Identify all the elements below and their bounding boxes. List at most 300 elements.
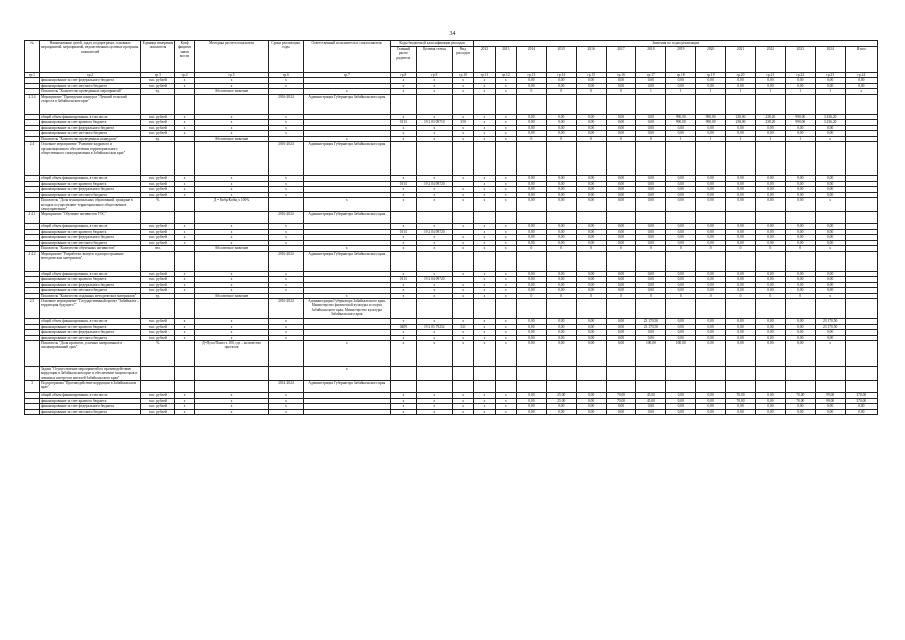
row-value: 0,00	[576, 324, 606, 330]
row-value: 0,00	[636, 282, 666, 288]
row-value	[636, 381, 666, 393]
row-value: 1	[636, 89, 666, 95]
row-value: 1	[755, 136, 785, 142]
row-kbk-type: х	[452, 319, 473, 325]
row-value: 0,00	[606, 224, 636, 230]
row-method: х	[194, 235, 269, 241]
row-value: 0,00	[546, 229, 576, 235]
row-value: 0,00	[785, 409, 815, 415]
row-unit: тыс. рублей	[141, 277, 175, 283]
row-coef: х	[175, 330, 194, 336]
row-unit: тыс. рублей	[141, 83, 175, 89]
row-kbk-grbs: х	[391, 192, 417, 198]
row-value: 0,00	[636, 409, 666, 415]
row-value: 0,00	[815, 282, 845, 288]
row-value: 0,00	[666, 229, 696, 235]
row-kbk-target: х	[416, 198, 452, 212]
row-value: 0,00	[755, 404, 785, 410]
row-value: 0,00	[636, 277, 666, 283]
row-kbk-type: х	[452, 131, 473, 137]
row-kbk-grbs	[391, 142, 417, 176]
row-value	[546, 94, 576, 114]
row-value: 0,00	[666, 330, 696, 336]
row-value: 45,00	[636, 393, 666, 399]
row-name: финансирование за счет краевого бюджета	[39, 229, 140, 235]
row-coef: х	[175, 288, 194, 294]
row-period: х	[269, 398, 303, 404]
row-value: 0,00	[666, 277, 696, 283]
row-value: 0	[606, 136, 636, 142]
row-kbk-grbs	[391, 212, 417, 224]
row-value: 0,00	[755, 125, 785, 131]
row-value: 0,00	[636, 114, 666, 120]
row-name: финансирование за счет федерального бюджета	[39, 330, 140, 336]
row-kbk-grbs: х	[391, 240, 417, 246]
row-value: х	[474, 282, 495, 288]
row-value: 0,00	[516, 198, 546, 212]
row-kbk-target: х	[416, 398, 452, 404]
column-number: гр.22	[785, 73, 815, 78]
row-value: 0,00	[666, 393, 696, 399]
row-method: Абсолютное значение	[194, 89, 269, 95]
row-value: 0,00	[666, 181, 696, 187]
row-value: 0,00	[516, 240, 546, 246]
row-value	[636, 299, 666, 319]
row-kbk-target: х	[416, 393, 452, 399]
row-kbk-type	[452, 381, 473, 393]
row-value: 0,00	[815, 277, 845, 283]
row-number: 3	[25, 381, 40, 393]
row-value: 0,00	[696, 224, 726, 230]
header-no: №	[25, 41, 40, 73]
row-kbk-grbs: х	[391, 288, 417, 294]
row-value: 0,00	[815, 192, 845, 198]
row-name: финансирование за счет федерального бюджета	[39, 187, 140, 193]
row-value: 0,00	[755, 409, 785, 415]
row-name: финансирование за счет местного бюджета	[39, 240, 140, 246]
row-name: Задача "Осуществление мероприятий по противодействию коррупции в Забайкальском крае и обеспечение защиты прав и законных интересов жителей Забайкальского края"	[39, 367, 140, 381]
row-name: Показатель "Количество проведенных мероприятий"	[39, 89, 140, 95]
row-value: 0,00	[606, 78, 636, 84]
row-unit: тыс. рублей	[141, 114, 175, 120]
row-kbk-target: 19 2 04 09720	[416, 229, 452, 235]
row-kbk-grbs	[391, 367, 417, 381]
row-period: х	[269, 277, 303, 283]
row-unit: тыс. рублей	[141, 282, 175, 288]
row-value	[474, 212, 495, 224]
row-value: 0,00	[576, 131, 606, 137]
row-value: х	[495, 114, 516, 120]
row-method	[194, 212, 269, 224]
row-number: 2.4.1	[25, 212, 40, 224]
row-value: 0,00	[726, 83, 756, 89]
row-responsible: х	[303, 198, 391, 212]
row-value: х	[495, 198, 516, 212]
row-value: 0,00	[755, 319, 785, 325]
row-kbk-type: х	[452, 335, 473, 341]
row-period: х	[269, 319, 303, 325]
row-coef	[175, 299, 194, 319]
row-value	[845, 142, 877, 176]
row-value	[755, 367, 785, 381]
row-unit: тыс. рублей	[141, 393, 175, 399]
row-responsible: х	[303, 89, 391, 95]
row-kbk-target: х	[416, 341, 452, 367]
row-unit: ед.	[141, 136, 175, 142]
row-value: х	[495, 271, 516, 277]
row-value: х	[495, 393, 516, 399]
row-value: 0,00	[755, 330, 785, 336]
row-value: 0,00	[666, 198, 696, 212]
row-kbk-target: х	[416, 176, 452, 182]
row-value: 0,00	[726, 404, 756, 410]
row-value: 0,00	[516, 187, 546, 193]
row-method: х	[194, 181, 269, 187]
row-value: 0,00	[516, 131, 546, 137]
row-value: 0,00	[755, 78, 785, 84]
row-value: 238,20	[755, 114, 785, 120]
row-value: 0,00	[666, 78, 696, 84]
row-value	[516, 142, 546, 176]
row-value: 0,00	[516, 114, 546, 120]
row-value: 0,00	[785, 192, 815, 198]
header-period: Сроки реализации, годы	[269, 41, 303, 73]
row-value: 0	[546, 246, 576, 252]
row-method: х	[194, 131, 269, 137]
column-number: гр.5	[194, 73, 269, 78]
row-kbk-target	[416, 142, 452, 176]
column-number: гр.1	[25, 73, 40, 78]
row-name: финансирование за счет краевого бюджета	[39, 120, 140, 126]
row-value: 0,00	[755, 398, 785, 404]
row-kbk-target: 19 2 05 79252	[416, 324, 452, 330]
row-responsible: Администрация Губернатора Забайкальского края	[303, 381, 391, 393]
row-value: 0,00	[755, 288, 785, 294]
row-value: 0,00	[696, 240, 726, 246]
header-year: 2015	[546, 47, 576, 73]
row-value: 0	[606, 293, 636, 299]
row-name: Показатель "Доля муниципальных образований, граждане в которых осуществляют территориальное общественное самоуправление"	[39, 198, 140, 212]
row-method	[194, 367, 269, 381]
row-unit: %	[141, 341, 175, 367]
row-value	[696, 299, 726, 319]
row-kbk-type: х	[452, 224, 473, 230]
row-name: общий объем финансирования, в том числе	[39, 393, 140, 399]
row-value: 0,00	[606, 319, 636, 325]
row-value: 0,00	[785, 224, 815, 230]
row-value	[815, 367, 845, 381]
row-kbk-grbs: х	[391, 176, 417, 182]
row-name: финансирование за счет краевого бюджета	[39, 277, 140, 283]
row-number	[25, 409, 40, 415]
row-name: Показатель "Количество изданных методических материалов"	[39, 293, 140, 299]
row-value: 70,00	[726, 398, 756, 404]
row-kbk-grbs: х	[391, 398, 417, 404]
row-value: 0,00	[516, 271, 546, 277]
row-coef	[175, 381, 194, 393]
row-value: 0,00	[666, 335, 696, 341]
column-number: гр.11	[474, 73, 495, 78]
row-name: финансирование за счет местного бюджета	[39, 409, 140, 415]
row-kbk-grbs: 0113	[391, 277, 417, 283]
row-value	[474, 299, 495, 319]
row-value: 0,00	[785, 83, 815, 89]
row-value: 0,00	[576, 335, 606, 341]
row-value: х	[815, 198, 845, 212]
row-value: 0,00	[516, 282, 546, 288]
row-value: х	[495, 341, 516, 367]
row-value: х	[815, 341, 845, 367]
row-value: 0,00	[576, 78, 606, 84]
row-value: 0,00	[606, 288, 636, 294]
row-kbk-target: х	[416, 335, 452, 341]
row-period: х	[269, 187, 303, 193]
row-value: 0,00	[576, 277, 606, 283]
row-kbk-grbs: х	[391, 114, 417, 120]
row-value: 0,00	[726, 235, 756, 241]
row-value: х	[495, 192, 516, 198]
row-value: 0,00	[755, 187, 785, 193]
row-name: финансирование за счет краевого бюджета	[39, 324, 140, 330]
row-value: х	[495, 224, 516, 230]
row-value: 0	[726, 246, 756, 252]
row-value	[785, 142, 815, 176]
row-value	[606, 142, 636, 176]
table-row	[25, 367, 878, 381]
row-value: 0,00	[606, 181, 636, 187]
row-unit: тыс. рублей	[141, 176, 175, 182]
row-value: 0,00	[516, 393, 546, 399]
row-value: 0,00	[606, 131, 636, 137]
row-kbk-type: х	[452, 78, 473, 84]
row-value	[696, 94, 726, 114]
row-value: 0,00	[696, 277, 726, 283]
row-value: 0,00	[666, 282, 696, 288]
row-kbk-type: х	[452, 89, 473, 95]
row-period: х	[269, 125, 303, 131]
row-value: 1	[785, 136, 815, 142]
row-value: 0,00	[516, 78, 546, 84]
row-coef: х	[175, 319, 194, 325]
row-value	[546, 142, 576, 176]
row-value: 0,00	[516, 235, 546, 241]
row-value: 0,00	[815, 288, 845, 294]
row-coef: х	[175, 398, 194, 404]
row-value: х	[474, 224, 495, 230]
row-value	[845, 94, 877, 114]
row-value: 0,00	[785, 131, 815, 137]
row-coef: х	[175, 125, 194, 131]
row-name: Основное мероприятие "Развитие кадрового и организационного обеспечения территориального общественного самоуправления в Забайкальском крае"	[39, 142, 140, 176]
row-value: 0,00	[516, 335, 546, 341]
row-value: 0,00	[666, 319, 696, 325]
row-value: х	[474, 246, 495, 252]
row-value	[576, 367, 606, 381]
header-year: 2018	[636, 47, 666, 73]
column-number: гр.16	[606, 73, 636, 78]
row-value: 100,00	[666, 341, 696, 367]
row-value: 0,00	[576, 125, 606, 131]
row-method: х	[194, 277, 269, 283]
row-value: 0,00	[726, 78, 756, 84]
row-value	[516, 381, 546, 393]
row-kbk-target: х	[416, 240, 452, 246]
row-value: 0,00	[666, 131, 696, 137]
row-value: 0,00	[576, 404, 606, 410]
row-value: 0,00	[546, 114, 576, 120]
row-value: 0,00	[815, 404, 845, 410]
header-year: 2024	[815, 47, 845, 73]
row-unit: тыс. рублей	[141, 131, 175, 137]
row-value	[696, 251, 726, 271]
row-value	[785, 212, 815, 224]
row-value: 0,00	[636, 187, 666, 193]
row-period: х	[269, 192, 303, 198]
row-value: 0,00	[726, 288, 756, 294]
table-row	[25, 409, 878, 415]
row-value: х	[495, 335, 516, 341]
table-row	[25, 251, 878, 271]
row-value: х	[495, 131, 516, 137]
row-value: х	[495, 288, 516, 294]
row-unit: тыс. рублей	[141, 288, 175, 294]
row-value	[495, 367, 516, 381]
row-value	[815, 142, 845, 176]
row-value: 3 436,20	[815, 114, 845, 120]
row-value: 0,00	[606, 341, 636, 367]
row-value: 0,00	[755, 324, 785, 330]
row-value: х	[495, 83, 516, 89]
row-value: 0,00	[516, 176, 546, 182]
column-number: гр.14	[546, 73, 576, 78]
row-value: х	[815, 136, 845, 142]
row-kbk-grbs: х	[391, 125, 417, 131]
row-kbk-type: х	[452, 83, 473, 89]
row-value: 0,00	[755, 224, 785, 230]
row-unit: ед.	[141, 293, 175, 299]
row-kbk-target	[416, 381, 452, 393]
row-value: 0,00	[636, 125, 666, 131]
row-value: 0	[516, 246, 546, 252]
row-value: 0,00	[785, 335, 815, 341]
row-value	[696, 381, 726, 393]
row-value: 0,00	[696, 176, 726, 182]
row-value	[666, 381, 696, 393]
row-value: 0	[636, 136, 666, 142]
row-name: финансирование за счет федерального бюджета	[39, 235, 140, 241]
row-kbk-target: х	[416, 246, 452, 252]
row-value: 0,00	[576, 187, 606, 193]
row-kbk-grbs: х	[391, 131, 417, 137]
row-value: 0	[636, 246, 666, 252]
row-value: х	[474, 198, 495, 212]
row-value	[474, 94, 495, 114]
row-value: х	[495, 324, 516, 330]
row-value	[815, 381, 845, 393]
row-value	[666, 142, 696, 176]
row-coef: х	[175, 187, 194, 193]
row-period: х	[269, 120, 303, 126]
row-value	[726, 381, 756, 393]
row-value: 0,00	[576, 288, 606, 294]
row-value	[546, 212, 576, 224]
row-value: 0,00	[636, 120, 666, 126]
row-kbk-target: х	[416, 319, 452, 325]
row-value: 0,00	[785, 404, 815, 410]
row-value	[726, 299, 756, 319]
row-value	[845, 341, 877, 367]
row-value	[726, 251, 756, 271]
row-value: 0,00	[606, 335, 636, 341]
row-value: 0	[516, 136, 546, 142]
row-coef: х	[175, 192, 194, 198]
row-value: х	[495, 181, 516, 187]
row-value: 0,00	[666, 192, 696, 198]
row-value: х	[474, 131, 495, 137]
row-name: финансирование за счет федерального бюджета	[39, 125, 140, 131]
row-kbk-target	[416, 251, 452, 271]
row-value	[546, 251, 576, 271]
row-kbk-target: х	[416, 293, 452, 299]
row-value: 0,00	[815, 78, 845, 84]
row-value: 0,00	[815, 187, 845, 193]
row-value: 0,00	[755, 235, 785, 241]
row-value	[845, 299, 877, 319]
row-value: 0,00	[546, 282, 576, 288]
row-method: х	[194, 224, 269, 230]
header-kbk-sub: Целевая статья	[416, 47, 452, 73]
row-method: х	[194, 324, 269, 330]
row-value: 0,00	[785, 187, 815, 193]
row-kbk-target: х	[416, 271, 452, 277]
row-coef: х	[175, 404, 194, 410]
row-value: 0,00	[546, 288, 576, 294]
header-year: 2012	[474, 47, 495, 73]
row-value: 0,00	[546, 404, 576, 410]
row-value: 0,00	[636, 271, 666, 277]
row-value: 0,00	[755, 271, 785, 277]
row-value: 0,00	[546, 324, 576, 330]
row-kbk-grbs	[391, 251, 417, 271]
row-value: 1	[785, 89, 815, 95]
row-period: х	[269, 335, 303, 341]
row-coef: х	[175, 78, 194, 84]
row-value	[726, 94, 756, 114]
column-number: гр.23	[815, 73, 845, 78]
row-value: х	[474, 187, 495, 193]
row-value: 0,00	[785, 330, 815, 336]
row-value: х	[495, 125, 516, 131]
row-name: Показатель "Количество проведенных конкурсов"	[39, 136, 140, 142]
row-kbk-target: х	[416, 235, 452, 241]
row-value	[666, 299, 696, 319]
row-value: 0,00	[666, 240, 696, 246]
row-value	[516, 251, 546, 271]
row-kbk-type	[452, 251, 473, 271]
row-kbk-grbs	[391, 299, 417, 319]
row-value: х	[495, 136, 516, 142]
row-value: 0,00	[636, 229, 666, 235]
row-value: 0,00	[815, 229, 845, 235]
row-unit	[141, 367, 175, 381]
row-value	[726, 212, 756, 224]
row-kbk-target: х	[416, 409, 452, 415]
row-value: 0,00	[546, 198, 576, 212]
row-value: 0,00	[726, 224, 756, 230]
row-kbk-type: х	[452, 240, 473, 246]
header-kbk-sub: Вид расходов	[452, 47, 473, 73]
row-value: 25,00	[546, 398, 576, 404]
